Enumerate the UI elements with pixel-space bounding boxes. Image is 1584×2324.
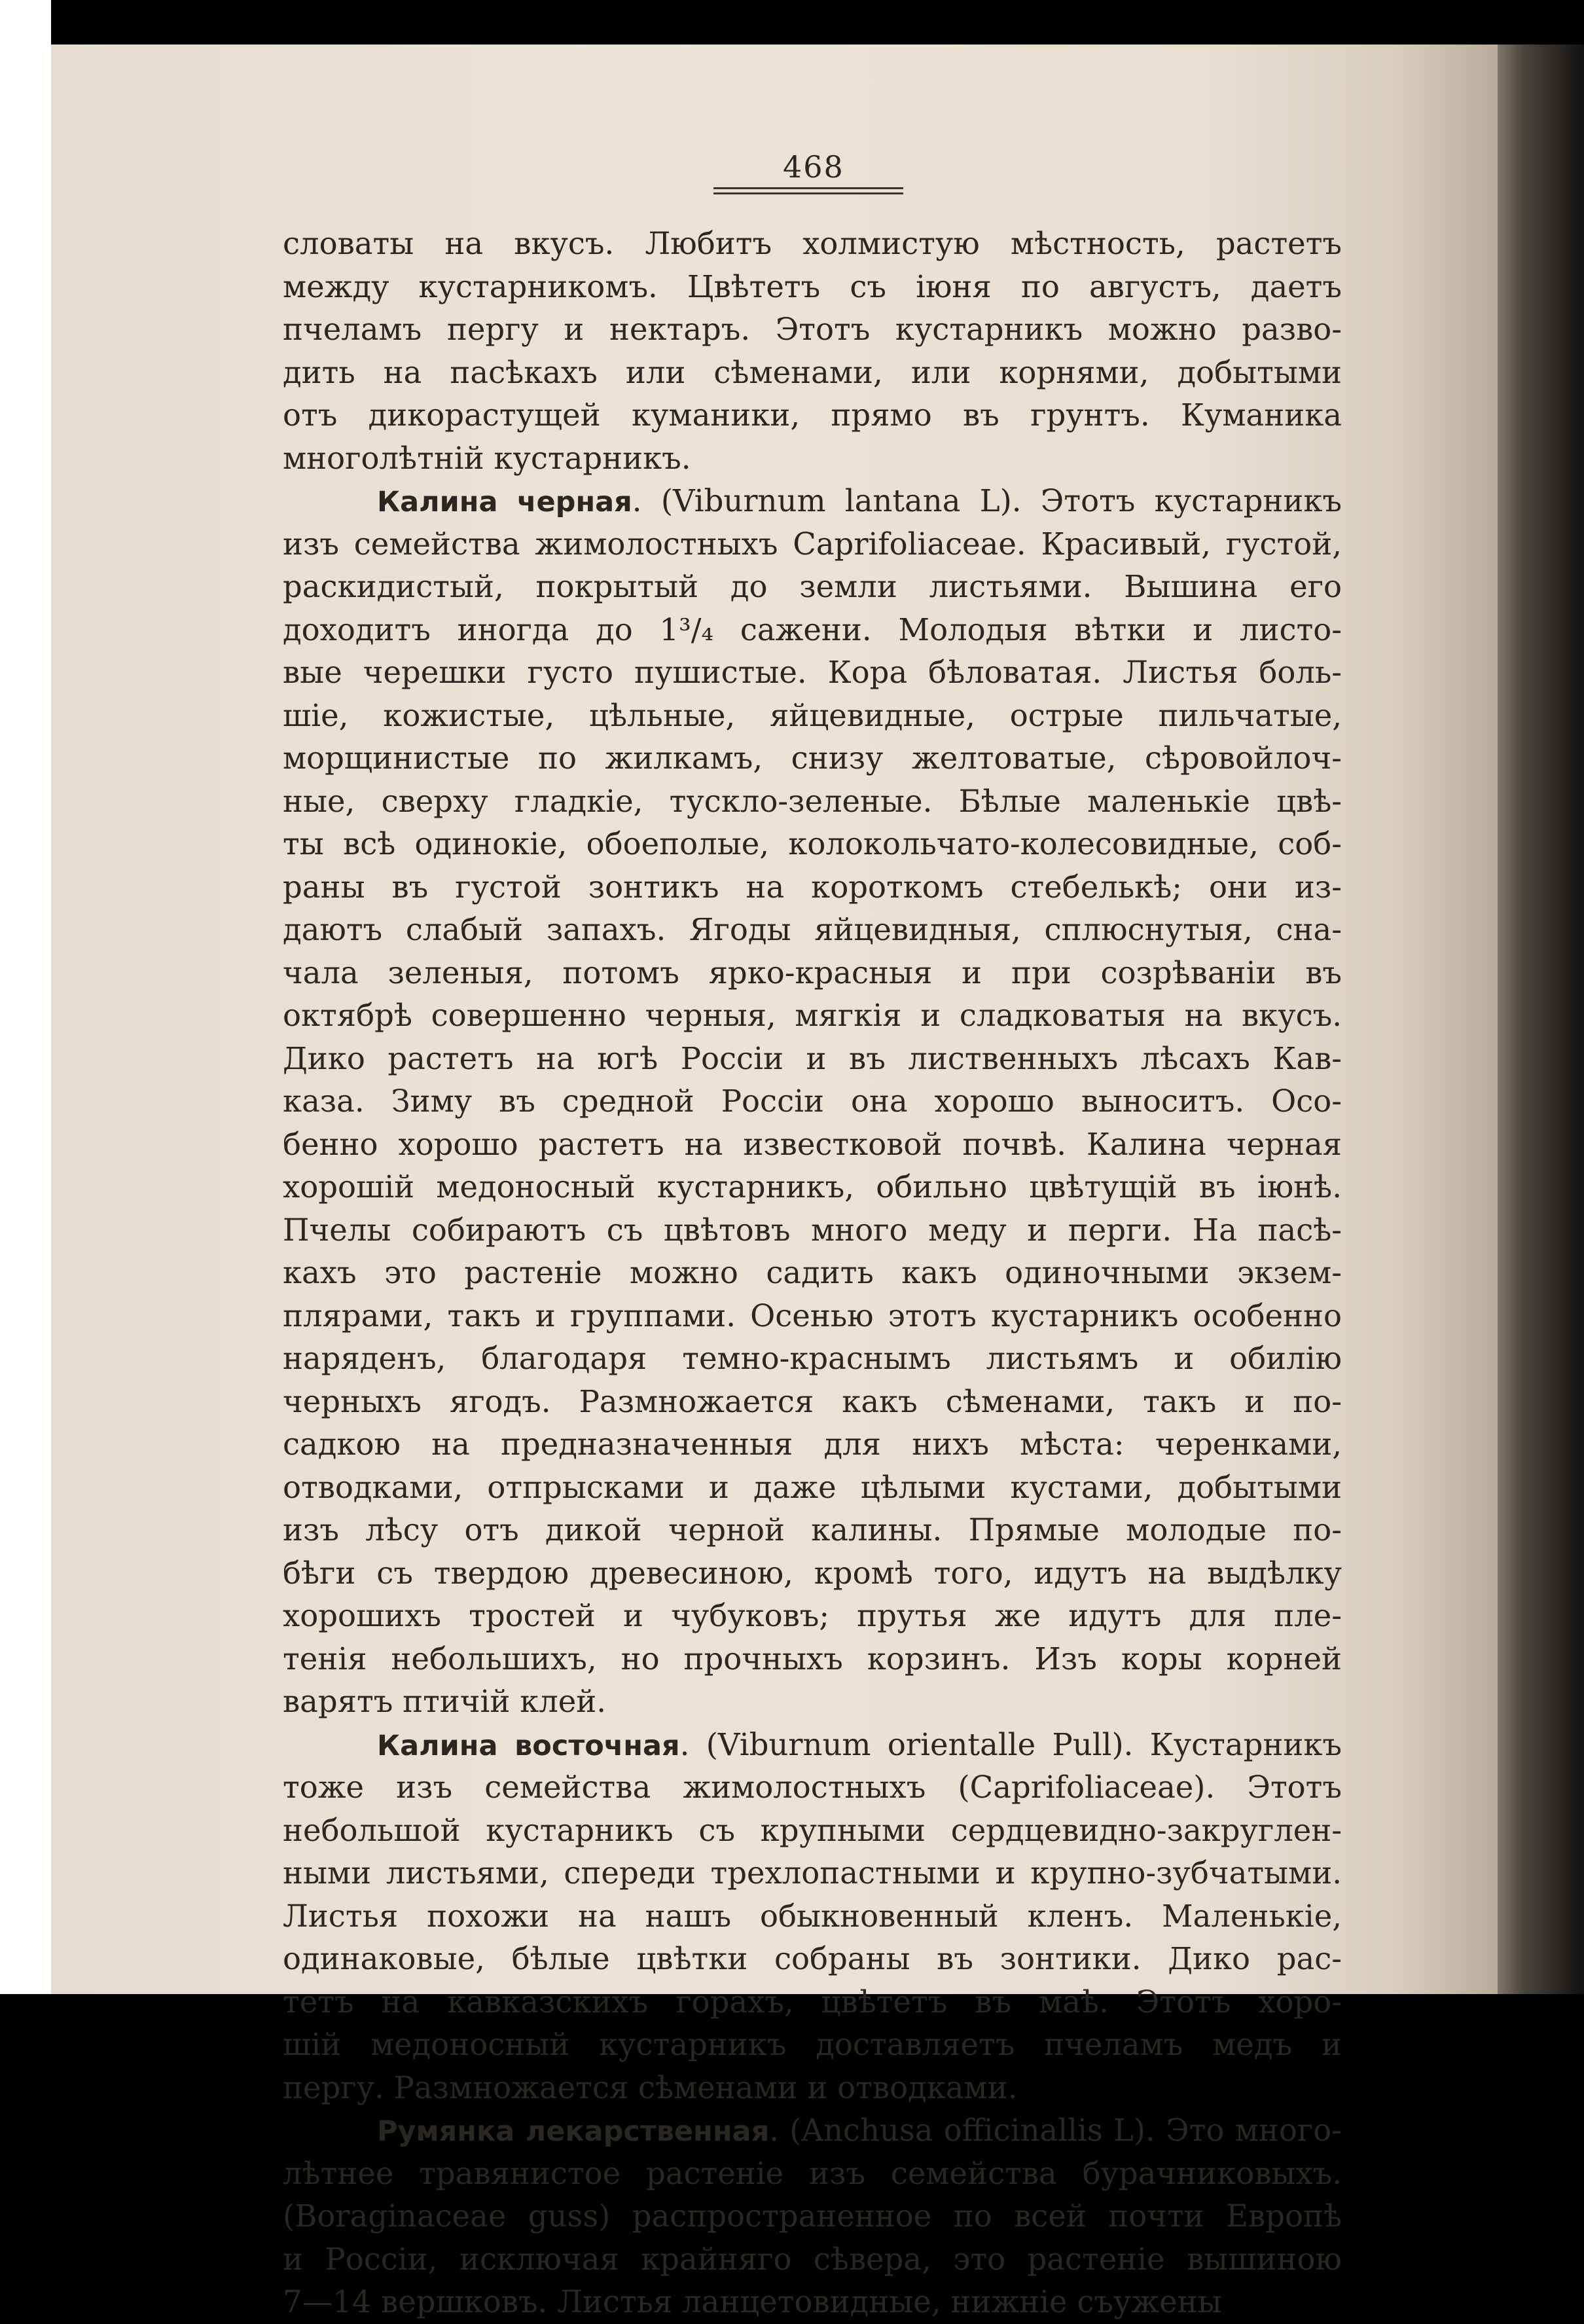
line-text: черныхъ ягодъ. Размножается какъ сѣменами, такъ и по- (283, 1383, 1342, 1419)
line-text: пергу. Размножается сѣменами и отводками. (283, 2069, 1018, 2105)
line-text: ными листьями, спереди трехлопастными и крупно-зубчатыми. (283, 1855, 1342, 1891)
text-line (283, 2238, 1342, 2281)
line-text: плярами, такъ и группами. Осенью этотъ кустарникъ особенно (283, 1298, 1342, 1334)
line-text: отъ дикорастущей куманики, прямо въ грунтъ. Куманика (283, 397, 1342, 433)
line-text: доходитъ иногда до 1³/₄ сажени. Молодыя вѣтки и листо- (283, 611, 1342, 647)
line-text: раны въ густой зонтикъ на короткомъ стебелькѣ; они из- (283, 869, 1342, 905)
text-line (283, 1595, 1342, 1638)
scan-margin (0, 0, 51, 2048)
text-line (283, 2024, 1342, 2067)
text-line (283, 2195, 1342, 2238)
page-body-text (283, 223, 1342, 2324)
text-line (283, 1638, 1342, 1681)
text-line (283, 352, 1342, 395)
text-line (283, 437, 1342, 481)
text-line (283, 780, 1342, 824)
entry-first-line (283, 480, 1342, 523)
text-line (283, 952, 1342, 995)
text-line (283, 223, 1342, 266)
text-line (283, 823, 1342, 866)
line-text: и Россіи, исключая крайняго сѣвера, это растеніе вышиною (283, 2241, 1342, 2277)
line-text: одинаковые, бѣлые цвѣтки собраны въ зонтики. Дико рас- (283, 1941, 1342, 1976)
line-text: . (Viburnum orientalle Pull). Кустарникъ (679, 1726, 1342, 1762)
text-line (283, 566, 1342, 609)
line-text: раскидистый, покрытый до земли листьями. Вышина его (283, 569, 1342, 604)
line-text: садкою на предназначенныя для нихъ мѣста: черенками, (283, 1426, 1342, 1462)
text-line (283, 1423, 1342, 1466)
line-text: тоже изъ семейства жимолостныхъ (Caprifoliaceae). Этотъ (283, 1770, 1342, 1805)
text-line (283, 394, 1342, 437)
line-text: каза. Зиму въ средной Россіи она хорошо выноситъ. Осо- (283, 1083, 1342, 1119)
line-text: (Boraginaceae guss) распространенное по всей почти Европѣ (283, 2198, 1342, 2234)
entry-first-line (283, 1724, 1342, 1767)
line-text: шіе, кожистые, цѣльные, яйцевидные, острые пильчатые, (283, 697, 1342, 733)
line-text: октябрѣ совершенно черныя, мягкія и сладковатыя на вкусъ. (283, 998, 1342, 1033)
line-text: Листья похожи на нашъ обыкновенный кленъ. Маленькіе, (283, 1898, 1342, 1934)
line-text: . (Viburnum lantana L). Этотъ кустарникъ (632, 483, 1342, 518)
text-line (283, 994, 1342, 1038)
line-text: небольшой кустарникъ съ крупными сердцевидно-закруглен- (283, 1812, 1342, 1848)
text-line (283, 1552, 1342, 1595)
line-text: Пчелы собираютъ съ цвѣтовъ много меду и перги. На пасѣ- (283, 1212, 1342, 1248)
text-line (283, 1509, 1342, 1552)
line-text: словаты на вкусъ. Любитъ холмистую мѣстность, растетъ (283, 226, 1342, 261)
entry-heading: Калина черная (377, 486, 632, 518)
line-text: между кустарникомъ. Цвѣтетъ съ іюня по августъ, даетъ (283, 268, 1342, 304)
line-text: изъ лѣсу отъ дикой черной калины. Прямые молодые по- (283, 1512, 1342, 1548)
facing-page-edge (1498, 45, 1584, 1994)
line-text: 7—14 вершковъ. Листья ланцетовидные, нижніе съужены (283, 2284, 1222, 2319)
line-text: отводками, отпрысками и даже цѣлыми кустами, добытыми (283, 1469, 1342, 1505)
text-line (283, 1123, 1342, 1167)
line-text: дить на пасѣкахъ или сѣменами, или корнями, добытыми (283, 354, 1342, 390)
text-line (283, 1809, 1342, 1853)
line-text: лѣтнее травянистое растеніе изъ семейства бурачниковыхъ. (283, 2155, 1342, 2191)
line-text: кахъ это растеніе можно садить какъ одиночными экзем- (283, 1255, 1342, 1290)
text-line (283, 1938, 1342, 1981)
line-text: тетъ на кавказскихъ горахъ, цвѣтетъ въ маѣ. Этотъ хоро- (283, 1984, 1342, 2020)
text-line (283, 1252, 1342, 1295)
text-line (283, 308, 1342, 352)
line-text: наряденъ, благодаря темно-краснымъ листьямъ и обилію (283, 1341, 1342, 1376)
line-text: даютъ слабый запахъ. Ягоды яйцевидныя, сплюснутыя, сна- (283, 912, 1342, 947)
text-line (283, 1381, 1342, 1424)
text-line (283, 1981, 1342, 2024)
line-text: хорошихъ тростей и чубуковъ; прутья же идутъ для пле- (283, 1598, 1342, 1633)
text-line (283, 1166, 1342, 1209)
line-text: морщинистые по жилкамъ, снизу желтоватые, сѣровойлоч- (283, 740, 1342, 776)
text-line (283, 695, 1342, 738)
text-line (283, 1680, 1342, 1724)
text-line (283, 266, 1342, 309)
text-line (283, 909, 1342, 952)
header-rule-top (713, 187, 903, 189)
text-line (283, 523, 1342, 566)
line-text: вые черешки густо пушистые. Кора бѣловатая. Листья боль- (283, 655, 1342, 690)
text-line (283, 1766, 1342, 1809)
text-line (283, 609, 1342, 652)
entry-first-line (283, 2109, 1342, 2152)
line-text: многолѣтній кустарникъ. (283, 440, 691, 476)
line-text: Дико растетъ на югѣ Россіи и въ лиственныхъ лѣсахъ Кав- (283, 1040, 1342, 1076)
text-line (283, 1895, 1342, 1938)
text-line (283, 2281, 1342, 2324)
text-line (283, 1852, 1342, 1895)
line-text: бенно хорошо растетъ на известковой почвѣ. Калина черная (283, 1126, 1342, 1162)
text-line (283, 866, 1342, 909)
text-line (283, 1337, 1342, 1381)
line-text: шій медоносный кустарникъ доставляетъ пчеламъ медъ и (283, 2027, 1342, 2062)
text-line (283, 1209, 1342, 1252)
header-rule-bottom (713, 192, 903, 194)
entry-heading: Румянка лекарственная (377, 2115, 770, 2148)
line-text: чала зеленыя, потомъ ярко-красныя и при созрѣваніи въ (283, 954, 1342, 990)
page-number: 468 (783, 149, 844, 185)
text-line (283, 2067, 1342, 2110)
line-text: . (Anchusa officinallis L). Это много- (769, 2113, 1342, 2148)
text-line (283, 1038, 1342, 1081)
line-text: пчеламъ пергу и нектаръ. Этотъ кустарникъ можно разво- (283, 312, 1342, 347)
text-line (283, 2152, 1342, 2196)
text-line (283, 1080, 1342, 1123)
line-text: ные, сверху гладкіе, тускло-зеленые. Бѣлые маленькіе цвѣ- (283, 783, 1342, 819)
text-line (283, 737, 1342, 780)
line-text: тенія небольшихъ, но прочныхъ корзинъ. Изъ коры корней (283, 1641, 1342, 1677)
text-line (283, 651, 1342, 695)
text-line (283, 1295, 1342, 1338)
line-text: ты всѣ одинокіе, обоеполые, колокольчато-колесовидные, соб- (283, 826, 1342, 862)
line-text: изъ семейства жимолостныхъ Caprifoliaceae. Красивый, густой, (283, 526, 1342, 562)
line-text: хорошій медоносный кустарникъ, обильно цвѣтущій въ іюнѣ. (283, 1169, 1342, 1205)
text-line (283, 1466, 1342, 1510)
line-text: варятъ птичій клей. (283, 1684, 607, 1719)
line-text: бѣги съ твердою древесиною, кромѣ того, идутъ на выдѣлку (283, 1555, 1342, 1591)
entry-heading: Калина восточная (377, 1729, 680, 1762)
